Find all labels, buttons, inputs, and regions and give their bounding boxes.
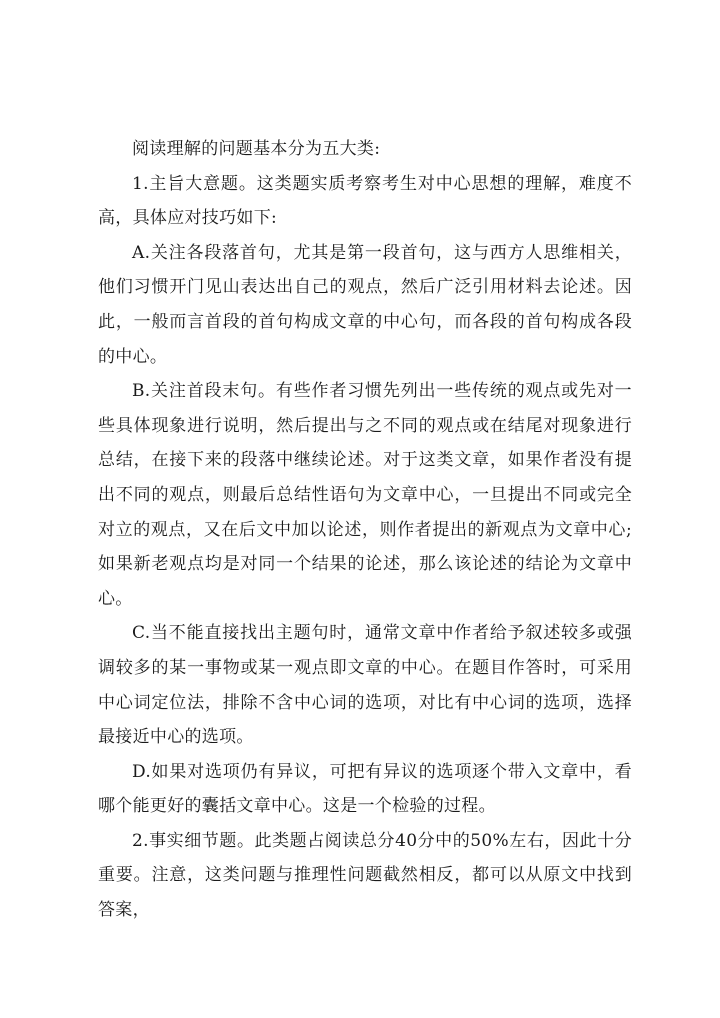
paragraph-tip-a: A.关注各段落首句，尤其是第一段首句，这与西方人思维相关，他们习惯开门见山表达出自己的观点，然后广泛引用材料去论述。因此，一般而言首段的首句构成文章的中心句，而各段的首句构成各段的中心。 bbox=[98, 242, 632, 367]
paragraph-main-idea: 1.主旨大意题。这类题实质考察考生对中心思想的理解，难度不高，具体应对技巧如下: bbox=[98, 173, 632, 229]
paragraph-tip-b: B.关注首段末句。有些作者习惯先列出一些传统的观点或先对一些具体现象进行说明，然后提出与之不同的观点或在结尾对现象进行总结，在接下来的段落中继续论述。对于这类文章，如果作者没有提出不同的观点，则最后总结性语句为文章中心，一旦提出不同或完全对立的观点，又在后文中加以论述，则作者提出的新观点为文章中心;如果新老观点均是对同一个结果的论述，那么该论述的结论为文章中心。 bbox=[98, 381, 632, 609]
paragraph-detail: 2.事实细节题。此类题占阅读总分40分中的50%左右，因此十分重要。注意，这类问题与推理性问题截然相反，都可以从原文中找到答案， bbox=[98, 830, 632, 921]
paragraph-tip-d: D.如果对选项仍有异议，可把有异议的选项逐个带入文章中，看哪个能更好的囊括文章中心。这是一个检验的过程。 bbox=[98, 761, 632, 817]
paragraph-intro: 阅读理解的问题基本分为五大类: bbox=[132, 139, 381, 159]
paragraph-tip-c: C.当不能直接找出主题句时，通常文章中作者给予叙述较多或强调较多的某一事物或某一观点即文章的中心。在题目作答时，可采用中心词定位法，排除不含中心词的选项，对比有中心词的选项，选择最接近中心的选项。 bbox=[98, 623, 632, 748]
document-body bbox=[98, 132, 632, 928]
